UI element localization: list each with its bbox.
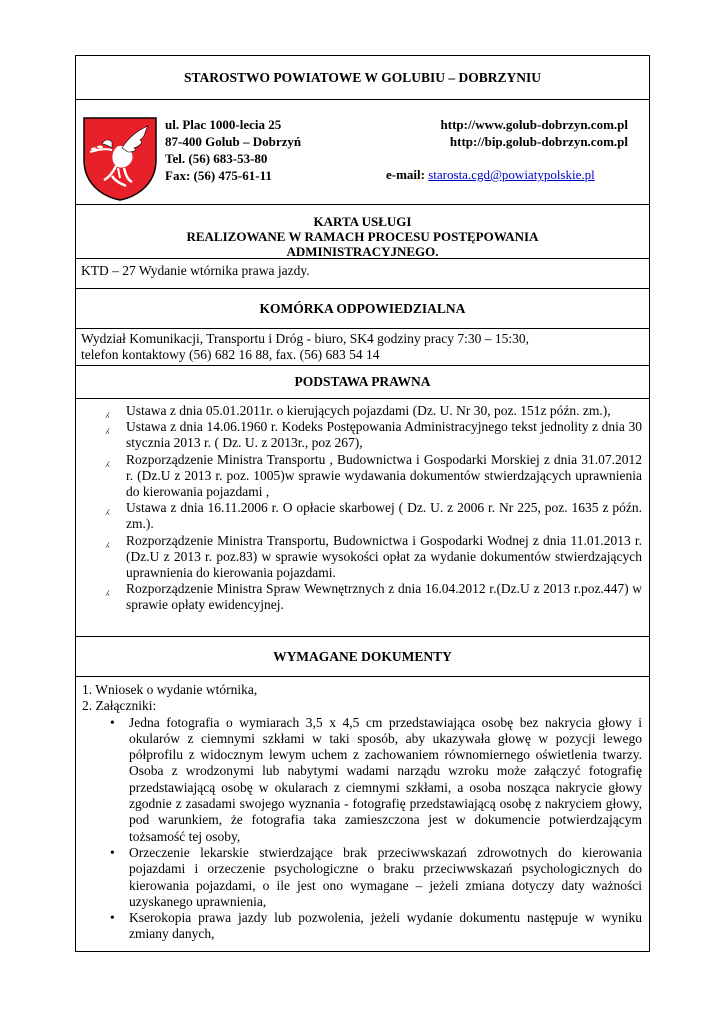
card-title-line-2: REALIZOWANE W RAMACH PROCESU POSTĘPOWANIA — [186, 229, 539, 244]
legal-item-text: Rozporządzenie Ministra Transportu , Budownictwa i Gospodarki Morskiej z dnia 31.07.2012 r. (Dz.U z 2013 r. poz. 1005)w sprawie wydawania dokumentów stwierdzających uprawnienia do kierowania pojazdami , — [126, 451, 642, 500]
card-title-line-3: ADMINISTRACYJNEGO. — [286, 244, 439, 259]
attachments-label: 2. Załączniki: — [82, 698, 157, 714]
service-code-text: KTD – 27 Wydanie wtórnika prawa jazdy. — [81, 263, 310, 278]
list-item — [76, 533, 642, 582]
arrow-bullet-icon: ⁁ — [106, 452, 109, 467]
service-card-document — [75, 55, 650, 952]
bullet-dot-icon: • — [110, 714, 115, 730]
legal-basis-heading — [76, 366, 649, 399]
fax-number: Fax: (56) 475-61-11 — [165, 168, 272, 183]
legal-basis-list — [76, 399, 649, 637]
arrow-bullet-icon: ⁁ — [106, 501, 109, 516]
bip-link[interactable]: http://bip.golub-dobrzyn.com.pl — [449, 134, 628, 149]
legal-item-text: Ustawa z dnia 14.06.1960 r. Kodeks Postępowania Administracyjnego tekst jednolity z dnia 30 stycznia 2013 r. ( Dz. U. z 2013r., poz 267), — [126, 419, 642, 451]
list-item — [76, 581, 642, 613]
street-address: ul. Plac 1000-lecia 25 — [165, 117, 282, 132]
website-link[interactable]: http://www.golub-dobrzyn.com.pl — [440, 117, 628, 132]
contact-block — [76, 100, 649, 205]
bullet-dot-icon: • — [110, 910, 115, 926]
document-item-text: Jedna fotografia o wymiarach 3,5 x 4,5 cm przedstawiająca osobę bez nakrycia głowy i okularów z ciemnymi szkłami w taki sposób, aby ukazywała głowę w pozycji lewego półprofilu z widocznym lewym uchem z zachowaniem równomiernego oświetlenia twarzy. Osoba z wrodzonymi lub nabytymi wadami narządu wzroku może załączyć fotografię przedstawiającą osobę w okularach z ciemnymi szkłami, a osoba nosząca nakrycie głowy zgodnie z zasadami swojego wyznania - fotografię przedstawiającą osobę z nakryciem głowy, pod warunkiem, że fotografia taka zamieszczona jest w dokumencie potwierdzającym tożsamość tej osoby, — [129, 714, 642, 844]
list-item — [76, 403, 642, 419]
list-item — [76, 419, 642, 451]
card-title-line-1: KARTA USŁUGI — [313, 214, 412, 229]
bullet-dot-icon: • — [110, 844, 115, 860]
web-addresses — [441, 116, 628, 150]
list-item — [82, 845, 642, 910]
required-documents-heading-text: WYMAGANE DOKUMENTY — [273, 648, 452, 664]
legal-item-text: Rozporządzenie Ministra Spraw Wewnętrznych z dnia 16.04.2012 r.(Dz.U z 2013 r.poz.447) w sprawie opłaty ewidencyjnej. — [126, 581, 642, 613]
email-link[interactable]: starosta.cgd@powiatypolskie.pl — [428, 167, 595, 182]
phone-number: Tel. (56) 683-53-80 — [165, 151, 268, 166]
list-item — [82, 910, 642, 943]
document-item-text: Kserokopia prawa jazdy lub pozwolenia, jeżeli wydanie dokumentu następuje w wyniku zmiany danych, — [129, 910, 642, 942]
city-address: 87-400 Golub – Dobrzyń — [165, 134, 302, 149]
unit-line-1: Wydział Komunikacji, Transportu i Dróg - biuro, SK4 godziny pracy 7:30 – 15:30, — [81, 331, 530, 346]
arrow-bullet-icon: ⁁ — [106, 533, 109, 548]
unit-line-2: telefon kontaktowy (56) 682 16 88, fax. (56) 683 54 14 — [81, 347, 380, 362]
office-header — [76, 56, 649, 100]
postal-address — [165, 116, 301, 184]
list-item — [82, 715, 642, 845]
list-item — [76, 500, 642, 532]
office-name: STAROSTWO POWIATOWE W GOLUBIU – DOBRZYNIU — [184, 69, 541, 85]
required-documents-list — [76, 677, 649, 951]
responsible-unit-heading — [76, 289, 649, 329]
legal-basis-heading-text: PODSTAWA PRAWNA — [294, 374, 431, 389]
required-documents-heading — [76, 637, 649, 677]
card-title-block — [76, 205, 649, 259]
crest-white-eagle-icon — [82, 116, 158, 202]
legal-item-text: Rozporządzenie Ministra Transportu, Budownictwa i Gospodarki Wodnej z dnia 11.01.2013 r. (Dz.U z 2013 r. poz.83) w sprawie wysokości opłat za wydanie dokumentów stwierdzających uprawnienia do kierowania pojazdami. — [126, 532, 642, 581]
responsible-unit-details — [76, 329, 649, 366]
arrow-bullet-icon: ⁁ — [106, 404, 109, 418]
legal-item-text: Ustawa z dnia 16.11.2006 r. O opłacie skarbowej ( Dz. U. z 2006 r. Nr 225, poz. 1635 z późn. zm.). — [126, 500, 642, 532]
document-item-text: Orzeczenie lekarskie stwierdzające brak przeciwwskazań zdrowotnych do kierowania pojazdami i orzeczenie psychologiczne o braku przeciwwskazań psychologicznych do kierowania pojazdami, o ile jest ono wymagane – jeżeli zmiana dotyczy daty ważności uzyskanego uprawnienia, — [129, 844, 642, 909]
email-line — [386, 166, 595, 183]
email-label: e-mail: — [386, 167, 425, 182]
list-item — [76, 452, 642, 501]
service-code — [76, 259, 649, 289]
legal-item-text: Ustawa z dnia 05.01.2011r. o kierujących pojazdami (Dz. U. Nr 30, poz. 151z późn. zm.), — [126, 403, 611, 418]
application-item: 1. Wniosek o wydanie wtórnika, — [82, 682, 258, 697]
arrow-bullet-icon: ⁁ — [106, 420, 109, 435]
arrow-bullet-icon: ⁁ — [106, 582, 109, 597]
responsible-unit-heading-text: KOMÓRKA ODPOWIEDZIALNA — [259, 300, 466, 316]
